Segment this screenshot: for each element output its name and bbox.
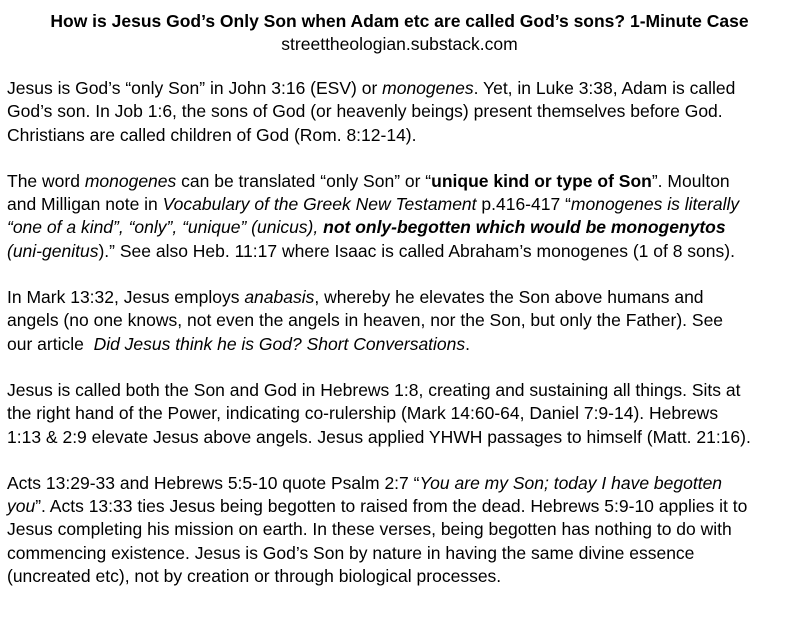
paragraph-line [7,216,799,239]
paragraph-line: (uncreated etc), not by creation or through biological processes. [7,566,502,587]
paragraph-line: angels (no one knows, not even the angels in heaven, nor the Son, but only the Father). See [7,310,724,331]
italic-quote: monogenes is literally [570,194,740,215]
bold-phrase: unique kind or type of Son [431,170,652,191]
paragraph-5 [7,472,799,588]
paragraph-line: Jesus is called both the Son and God in Hebrews 1:8, creating and sustaining all things. Sits at [7,379,741,400]
italic-quote: you [7,496,36,517]
text-run: and Milligan note in [7,194,163,215]
text-run: can be translated “only Son” or “ [176,170,432,191]
italic-quote: (uni-genitus [7,240,99,261]
text-run: ”. Acts 13:33 ties Jesus being begotten to raised from the dead. Hebrews 5:9-10 applies it to [35,496,748,517]
italic-article-title: Did Jesus think he is God? Short Conversations [93,333,466,354]
bold-italic-quote: not only-begotten which would be monogenytos [323,217,726,238]
paragraph-1 [7,77,799,147]
paragraph-line: Christians are called children of God (Rom. 8:12-14). [7,124,417,145]
italic-term: anabasis [244,287,315,308]
paragraph-line [7,170,799,193]
paragraph-line: commencing existence. Jesus is God’s Son by nature in having the same divine essence [7,542,695,563]
text-run: Acts 13:29-33 and Hebrews 5:5-10 quote Psalm 2:7 “ [7,472,420,493]
text-run: The word [7,170,85,191]
text-run: ”. Moulton [651,170,730,191]
paragraph-line [7,240,799,263]
text-run: our article [7,333,94,354]
paragraph-line: Jesus completing his mission on earth. In these verses, being begotten has nothing to do with [7,519,732,540]
italic-quote: “one of a kind”, “only”, “unique” (unicus), [7,217,324,238]
paragraph-line: God’s son. In Job 1:6, the sons of God (or heavenly beings) present themselves before God. [7,101,723,122]
paragraph-2 [7,170,799,263]
text-run: . [465,333,471,354]
paragraph-3 [7,286,799,356]
text-run: , whereby he elevates the Son above humans and [314,287,704,308]
italic-book-title: Vocabulary of the Greek New Testament [162,194,477,215]
paragraph-line [7,193,799,216]
paragraph-line [7,495,799,518]
italic-term: monogenes [84,170,177,191]
italic-quote: You are my Son; today I have begotten [419,472,723,493]
source-url: streettheologian.substack.com [281,34,518,54]
paragraph-line [7,77,799,100]
text-run: Jesus is God’s “only Son” in John 3:16 (ESV) or [7,78,383,98]
italic-term: monogenes [382,78,474,98]
paragraph-line: the right hand of the Power, indicating co-rulership (Mark 14:60-64, Daniel 7:9-14). Hebrews [7,403,719,424]
text-run: p.416-417 “ [476,194,571,215]
text-run: In Mark 13:32, Jesus employs [7,287,245,308]
paragraph-line [7,286,799,309]
paragraph-line [7,333,799,356]
paragraph-4 [7,379,799,449]
paragraph-line: 1:13 & 2:9 elevate Jesus above angels. Jesus applied YHWH passages to himself (Matt. 21:16). [7,426,751,447]
text-run: . Yet, in Luke 3:38, Adam is called [473,78,736,98]
paragraph-line [7,472,799,495]
text-run: ).” See also Heb. 11:17 where Isaac is called Abraham’s monogenes (1 of 8 sons). [98,240,735,261]
page-title: How is Jesus God’s Only Son when Adam etc are called God’s sons? 1-Minute Case [50,11,749,31]
